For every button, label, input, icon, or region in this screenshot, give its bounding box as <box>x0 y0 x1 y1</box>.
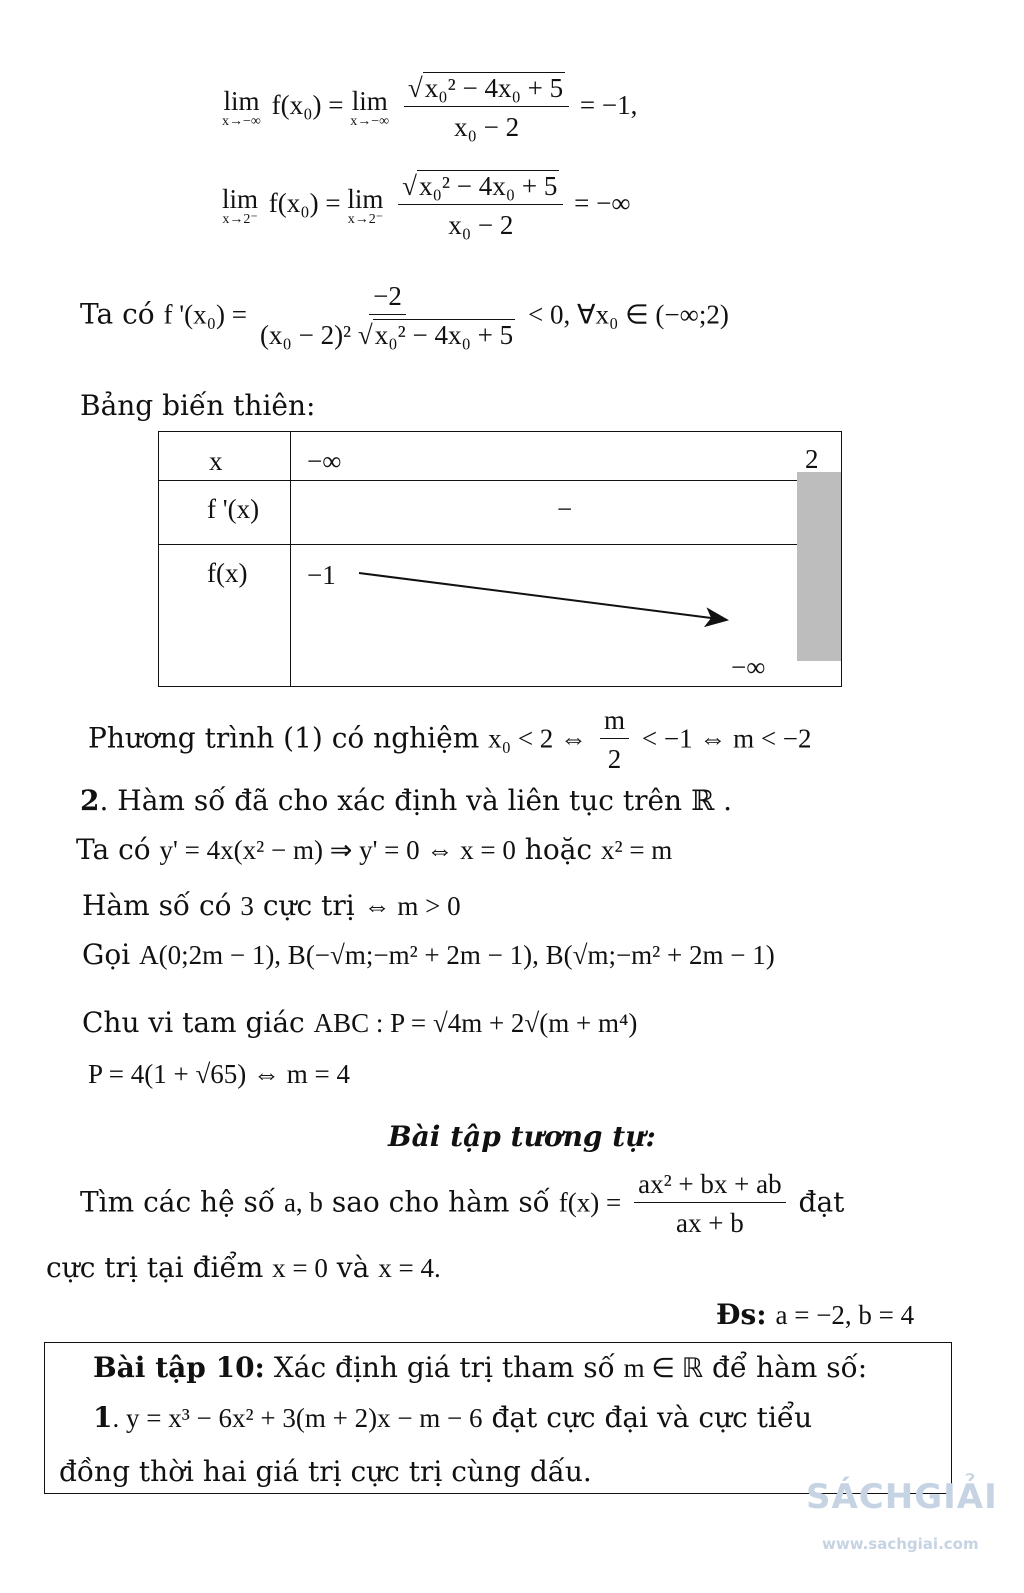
lim-operator: lim x→−∞ <box>222 86 261 129</box>
limit-lhs: f(x₀) = <box>268 188 341 219</box>
table-fprime-label: f '(x) <box>207 494 260 524</box>
derivative-line-2: Ta có y' = 4x(x² − m) ⇒ y' = 0 ⇔ x = 0 hoặc x² = m <box>76 833 673 866</box>
equation-math-right: < −1 ⇔ m < −2 <box>641 723 812 754</box>
lim-operator: lim x→−∞ <box>350 86 390 129</box>
limit-line-2 <box>222 170 631 242</box>
similar-fraction: $\frac{\text{ax² + bx + ab}}{ax + b}$ <box>634 1168 786 1240</box>
table-fprime-sign: − <box>557 494 573 524</box>
points-math: A(0;2m − 1), B(−√m;−m² + 2m − 1), B(√m;−m² + 2m − 1) <box>139 940 775 970</box>
points-line: Gọi A(0;2m − 1), B(−√m;−m² + 2m − 1), B(√m;−m² + 2m − 1) <box>82 938 775 971</box>
equation-math-left: x₀ < 2 ⇔ <box>488 723 588 754</box>
table-x-left: −∞ <box>307 446 342 476</box>
answer-line <box>716 1298 914 1332</box>
limit-lhs: f(x₀) = <box>271 90 344 121</box>
table-x-label: x <box>209 446 223 476</box>
variation-table-title: Bảng biến thiên: <box>80 389 316 422</box>
derivative-line <box>80 280 729 352</box>
answer-label: Đs: <box>716 1298 767 1331</box>
equation-fraction: $\frac{m}{2}$ <box>600 704 629 776</box>
lim-operator: lim x→2⁻ <box>222 184 259 227</box>
limit-line-1 <box>222 72 637 144</box>
limit-fraction: $\frac{\text{√x₀² − 4x₀ + 5}}{\text{x₀ − 2}}$ <box>398 170 563 242</box>
similar-exercises-heading: Bài tập tương tự: <box>388 1120 656 1153</box>
variation-table <box>158 431 842 687</box>
lim-operator: lim x→2⁻ <box>347 184 384 227</box>
extremum-condition-line: Hàm số có 3 cực trị ⇔ m > 0 <box>82 889 461 922</box>
watermark-logo <box>806 1465 1006 1555</box>
table-f-start: −1 <box>307 560 336 590</box>
watermark-text: SÁCHGIẢI <box>806 1477 998 1517</box>
part-number: 2 <box>80 784 100 817</box>
similar-exercise-line-2: cực trị tại điểm x = 0 và x = 4. <box>46 1251 441 1284</box>
derivative-math: y' = 4x(x² − m) ⇒ y' = 0 ⇔ x = 0 <box>159 835 516 865</box>
answer-math: a = −2, b = 4 <box>775 1300 915 1330</box>
limit-fraction: $\frac{\text{√x₀² − 4x₀ + 5}}{\text{x₀ − 2}}$ <box>404 72 569 144</box>
watermark-url: www.sachgiai.com <box>822 1535 979 1553</box>
exercise-10-item-1-line-2: đồng thời hai giá trị cực trị cùng dấu. <box>59 1455 592 1488</box>
derivative-condition: < 0, ∀x₀ ∈ (−∞;2) <box>528 299 729 330</box>
decreasing-arrow <box>159 432 843 688</box>
table-f-end: −∞ <box>731 652 766 682</box>
table-f-label: f(x) <box>207 558 248 588</box>
part-2-heading: 2. Hàm số đã cho xác định và liên tục trên ℝ . <box>80 784 733 817</box>
perimeter-equation: P = 4(1 + √65) ⇔ m = 4 <box>88 1059 350 1089</box>
equation-text: Phương trình (1) có nghiệm <box>88 721 480 755</box>
equation-solution-line <box>88 704 812 776</box>
table-x-right: 2 <box>805 444 819 474</box>
derivative-lhs: f '(x₀) = <box>163 299 248 330</box>
exercise-10-item-1: 1. y = x³ − 6x² + 3(m + 2)x − m − 6 đạt cực đại và cực tiểu <box>93 1401 813 1434</box>
perimeter-line: Chu vi tam giác ABC : P = √4m + 2√(m + m⁴) <box>82 1006 638 1039</box>
derivative-prefix: Ta có <box>80 297 155 331</box>
limit-result: = −∞ <box>574 188 631 219</box>
similar-exercise-line-1: Tìm các hệ số a, b sao cho hàm số f(x) = $\frac{\text{ax² + bx + ab}}{ax + b}$ đạt <box>80 1169 845 1239</box>
limit-result: = −1, <box>579 90 638 121</box>
derivative-fraction: $\frac{-2}{\text{(x₀ − 2)² √x₀² − 4x₀ + 5}}$ <box>259 281 514 351</box>
exercise-10-title: Bài tập 10: Xác định giá trị tham số m ∈ ℝ để hàm số: <box>93 1351 868 1384</box>
